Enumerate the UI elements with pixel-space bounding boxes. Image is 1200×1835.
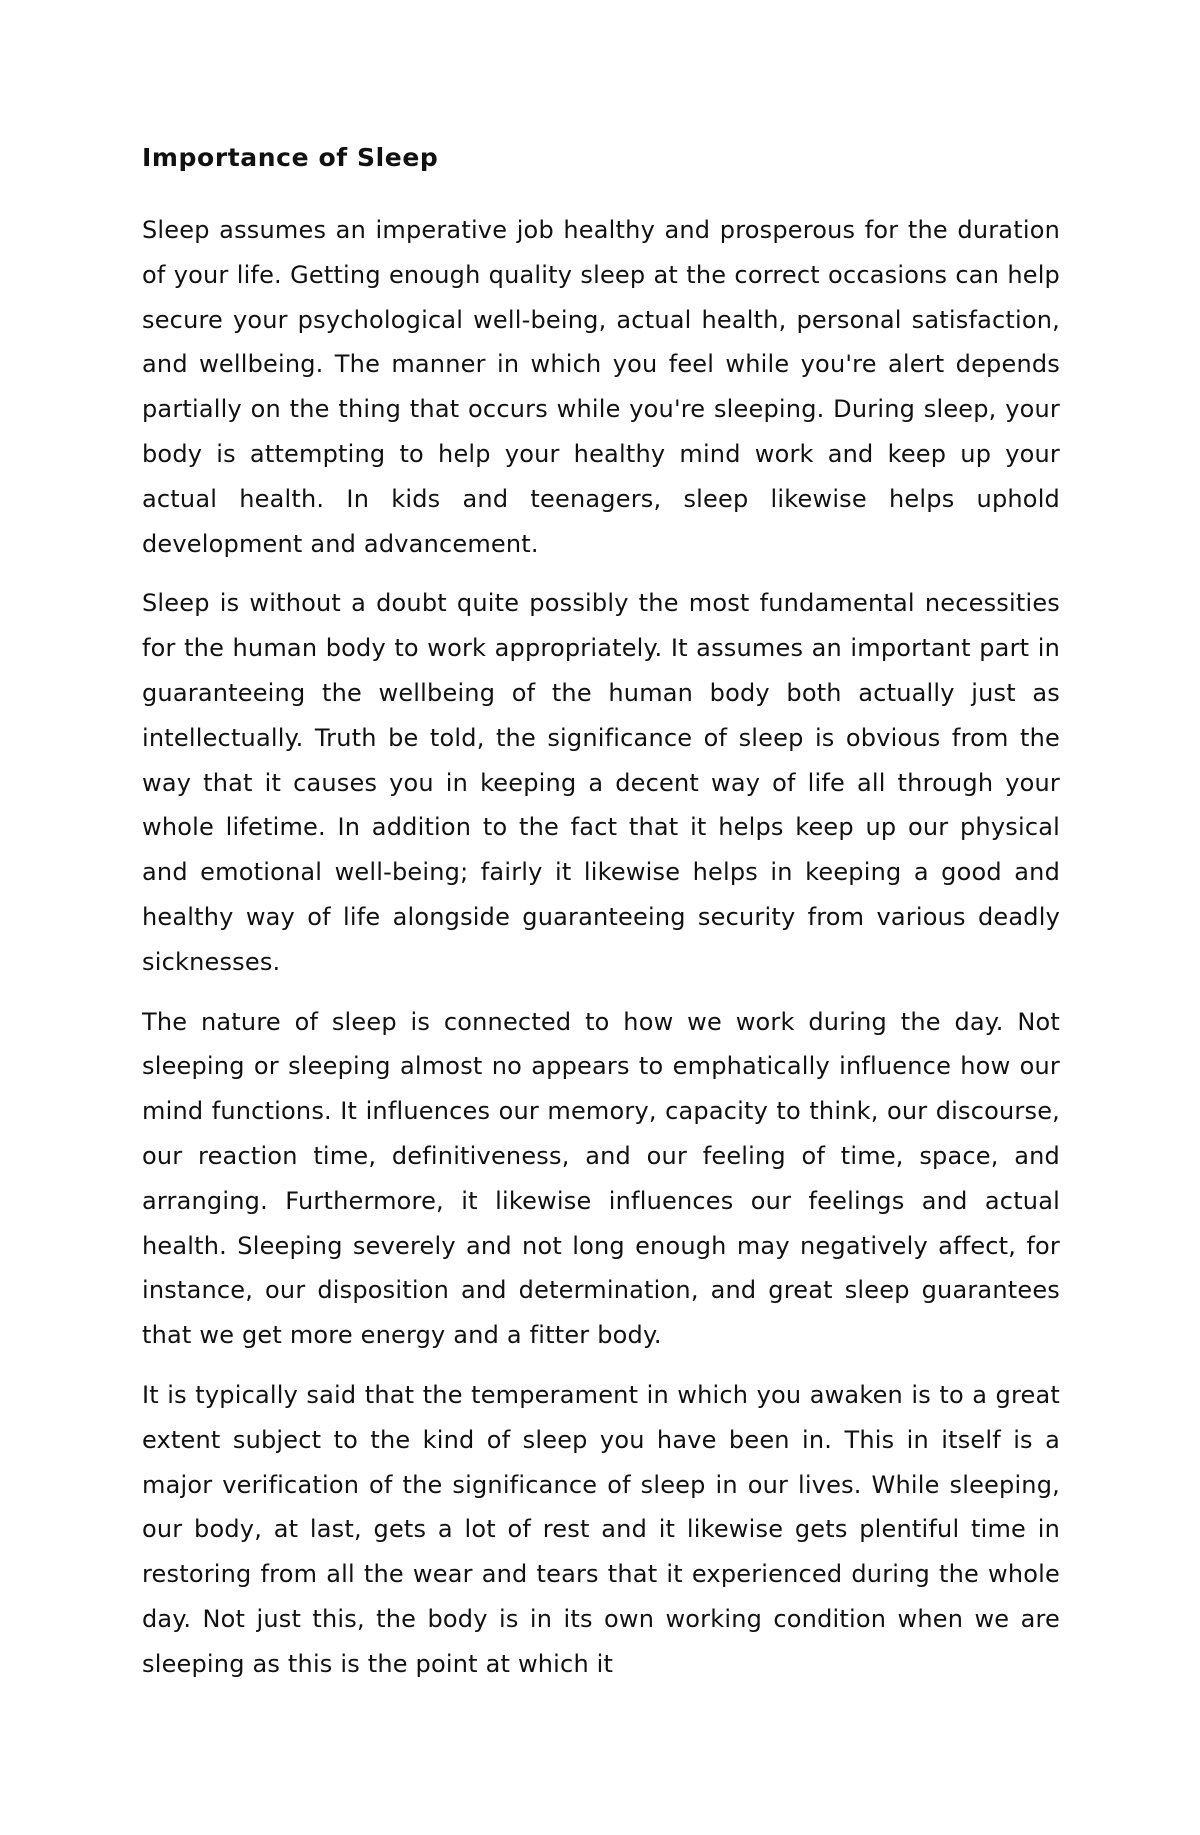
document-body (142, 138, 1060, 1702)
paragraph-1: Sleep assumes an imperative job healthy and prosperous for the duration of your life. Getting enough quality sleep at the correct occasions can help secure your psychological well-being, actual health, personal satisfaction, and wellbeing. The manner in which you feel while you're alert depends partially on the thing that occurs while you're sleeping. During sleep, your body is attempting to help your healthy mind work and keep up your actual health. In kids and teenagers, sleep likewise helps uphold development and advancement. (142, 216, 1060, 558)
paragraph-2: Sleep is without a doubt quite possibly the most fundamental necessities for the human body to work appropriately. It assumes an important part in guaranteeing the wellbeing of the human body both actually just as intellectually. Truth be told, the significance of sleep is obvious from the way that it causes you in keeping a decent way of life all through your whole lifetime. In addition to the fact that it helps keep up our physical and emotional well-being; fairly it likewise helps in keeping a good and healthy way of life alongside guaranteeing security from various deadly sicknesses. (142, 589, 1060, 976)
paragraph-3: The nature of sleep is connected to how we work during the day. Not sleeping or sleeping almost no appears to emphatically influence how our mind functions. It influences our memory, capacity to think, our discourse, our reaction time, definitiveness, and our feeling of time, space, and arranging. Furthermore, it likewise influences our feelings and actual health. Sleeping severely and not long enough may negatively affect, for instance, our disposition and determination, and great sleep guarantees that we get more energy and a fitter body. (142, 1007, 1060, 1350)
page-title: Importance of Sleep (142, 143, 439, 172)
paragraph-4: It is typically said that the temperament in which you awaken is to a great extent subject to the kind of sleep you have been in. This in itself is a major verification of the significance of sleep in our lives. While sleeping, our body, at last, gets a lot of rest and it likewise gets plentiful time in restoring from all the wear and tears that it experienced during the whole day. Not just this, the body is in its own working condition when we are sleeping as this is the point at which it (142, 1380, 1060, 1678)
